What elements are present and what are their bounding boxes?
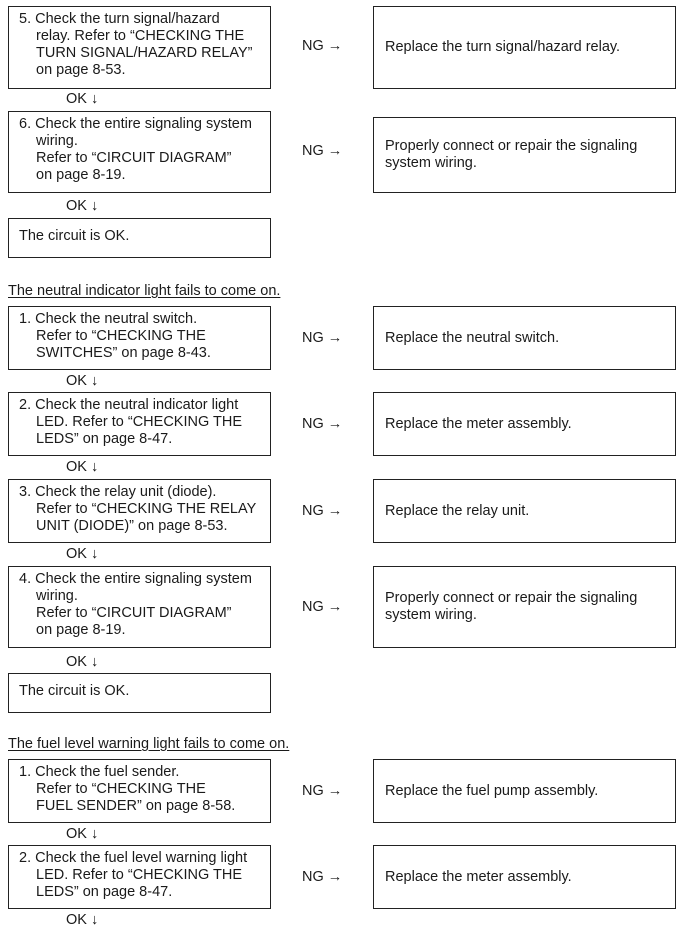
step-box: 2. Check the neutral indicator light LED. Refer to “CHECKING THE LEDS” on page 8-47. bbox=[8, 392, 271, 456]
ng-label: NG → bbox=[302, 599, 343, 615]
ng-label: NG → bbox=[302, 416, 343, 432]
step-box: 1. Check the neutral switch. Refer to “CHECKING THE SWITCHES” on page 8-43. bbox=[8, 306, 271, 370]
step-box: 2. Check the fuel level warning light LED. Refer to “CHECKING THE LEDS” on page 8-47. bbox=[8, 845, 271, 909]
ng-label: NG → bbox=[302, 869, 343, 885]
section-heading: The fuel level warning light fails to come on. bbox=[8, 736, 290, 752]
result-box: Properly connect or repair the signaling system wiring. bbox=[373, 117, 676, 193]
ok-label: OK ↓ bbox=[66, 91, 99, 107]
ok-label: OK ↓ bbox=[66, 546, 99, 562]
step-box: 1. Check the fuel sender. Refer to “CHECKING THE FUEL SENDER” on page 8-58. bbox=[8, 759, 271, 823]
result-box: Replace the turn signal/hazard relay. bbox=[373, 6, 676, 89]
result-box: Properly connect or repair the signaling system wiring. bbox=[373, 566, 676, 648]
ok-label: OK ↓ bbox=[66, 198, 99, 214]
ng-label: NG → bbox=[302, 143, 343, 159]
ng-label: NG → bbox=[302, 330, 343, 346]
section-heading: The neutral indicator light fails to come on. bbox=[8, 283, 281, 299]
ok-label: OK ↓ bbox=[66, 654, 99, 670]
ok-label: OK ↓ bbox=[66, 826, 99, 842]
ng-label: NG → bbox=[302, 503, 343, 519]
ok-label: OK ↓ bbox=[66, 373, 99, 389]
result-box: Replace the relay unit. bbox=[373, 479, 676, 543]
ok-label: OK ↓ bbox=[66, 459, 99, 475]
result-box: Replace the meter assembly. bbox=[373, 392, 676, 456]
ok-label: OK ↓ bbox=[66, 912, 99, 928]
ng-label: NG → bbox=[302, 783, 343, 799]
final-box: The circuit is OK. bbox=[8, 218, 271, 258]
step-box: 6. Check the entire signaling system wiring. Refer to “CIRCUIT DIAGRAM” on page 8-19. bbox=[8, 111, 271, 193]
step-box: 4. Check the entire signaling system wiring. Refer to “CIRCUIT DIAGRAM” on page 8-19. bbox=[8, 566, 271, 648]
final-box: The circuit is OK. bbox=[8, 673, 271, 713]
result-box: Replace the meter assembly. bbox=[373, 845, 676, 909]
ng-label: NG → bbox=[302, 38, 343, 54]
result-box: Replace the fuel pump assembly. bbox=[373, 759, 676, 823]
step-box: 5. Check the turn signal/hazard relay. Refer to “CHECKING THE TURN SIGNAL/HAZARD RELAY” on page 8-53. bbox=[8, 6, 271, 89]
step-box: 3. Check the relay unit (diode). Refer to “CHECKING THE RELAY UNIT (DIODE)” on page 8-53. bbox=[8, 479, 271, 543]
result-box: Replace the neutral switch. bbox=[373, 306, 676, 370]
